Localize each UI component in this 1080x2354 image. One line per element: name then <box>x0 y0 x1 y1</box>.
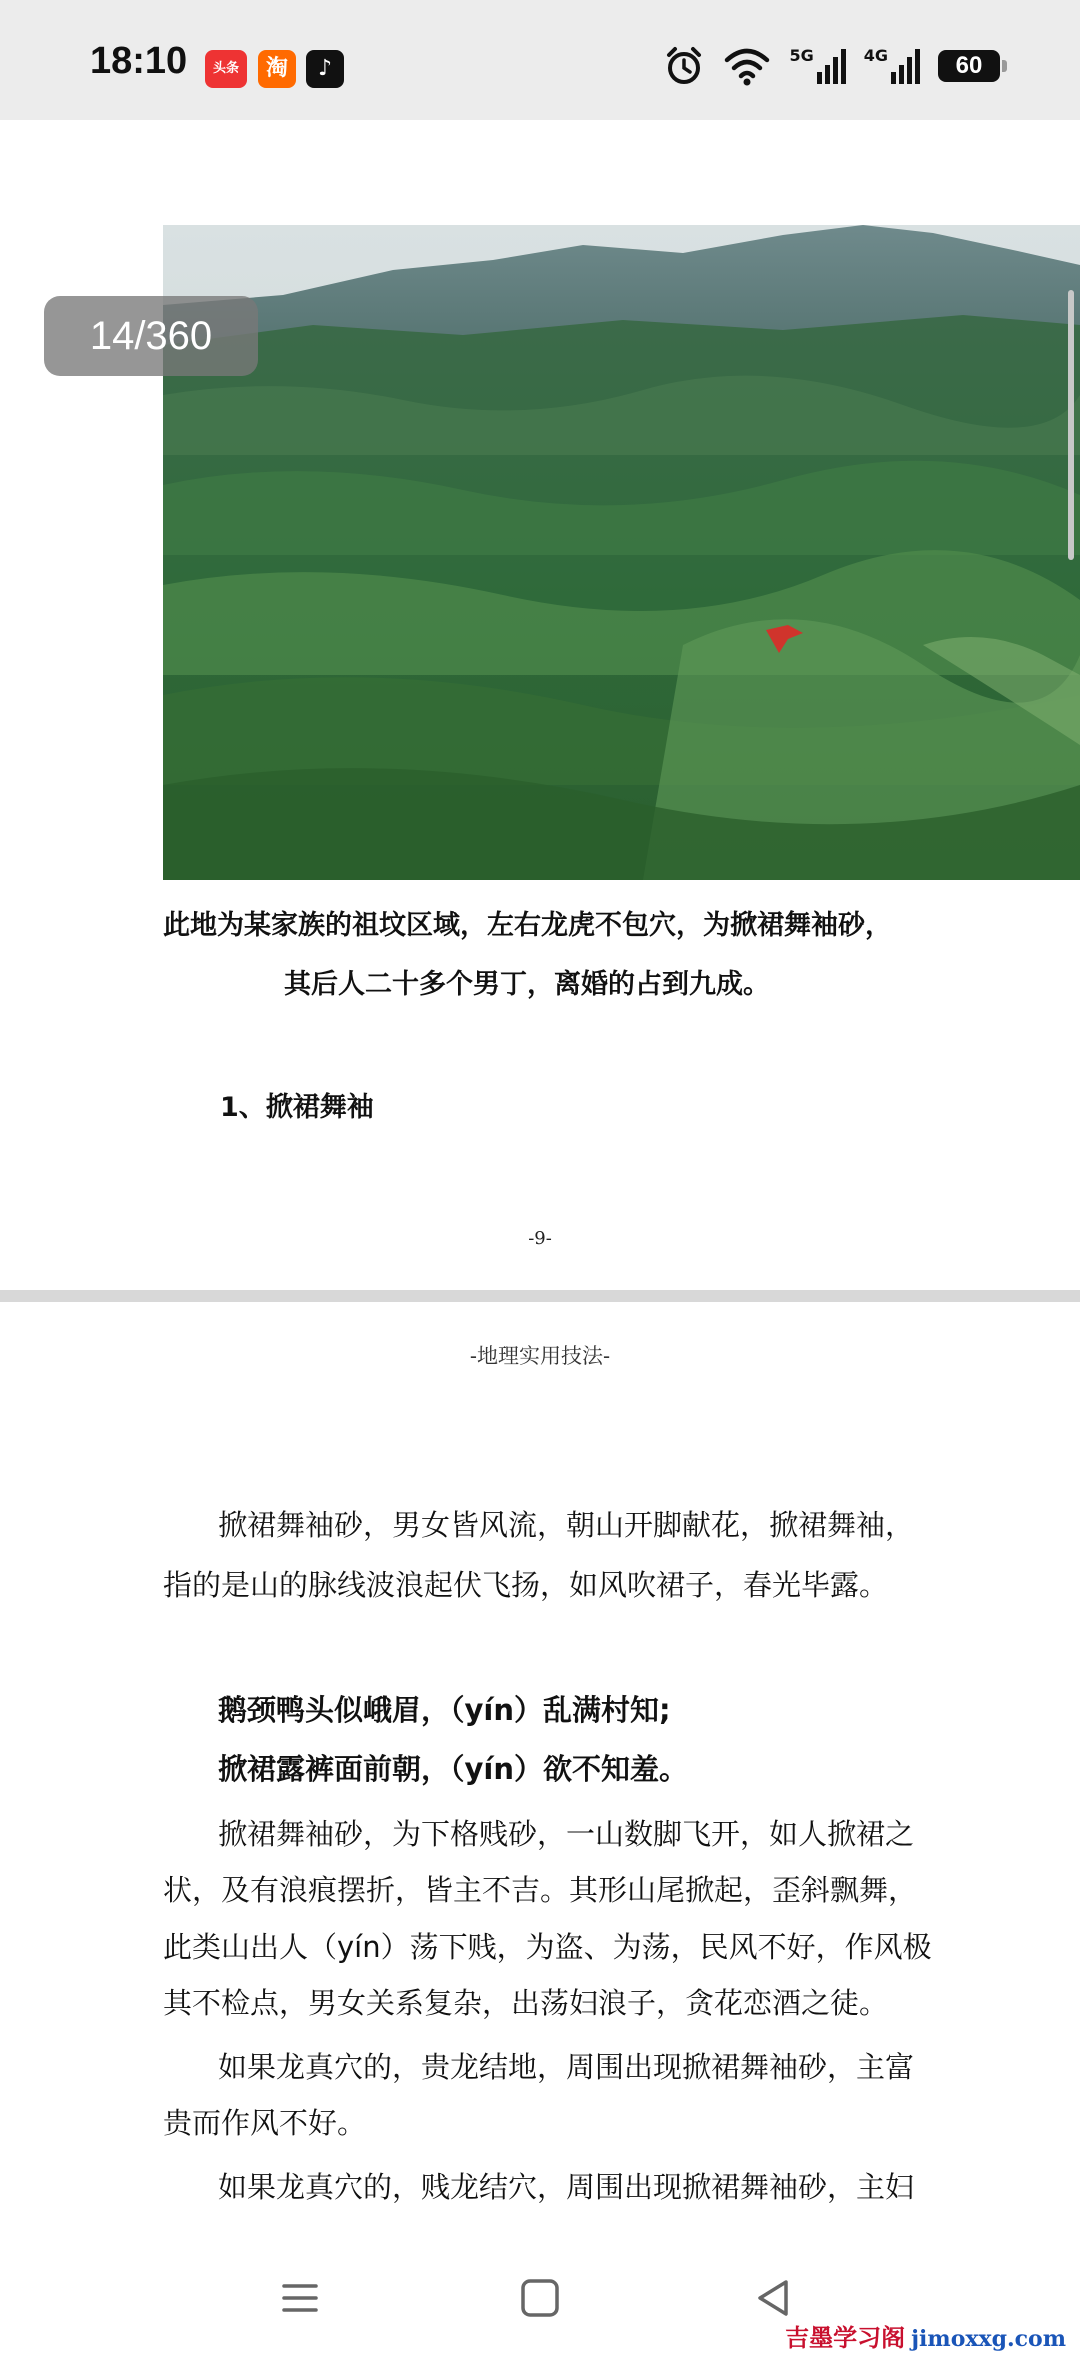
taobao-icon: 淘 <box>258 50 296 88</box>
battery-icon: 60 <box>938 50 1000 82</box>
page-number: -9- <box>528 1228 552 1249</box>
paragraph-line: 如果龙真穴的，贱龙结穴，周围出现掀裙舞袖砂，主妇 <box>218 2170 915 2204</box>
signal-4g-icon <box>864 46 920 86</box>
landscape-photo <box>163 225 1080 880</box>
photo-caption-line-2: 其后人二十多个男丁，离婚的占到九成。 <box>284 969 770 1000</box>
paragraph-line: 状，及有浪痕摆折，皆主不吉。其形山尾掀起，歪斜飘舞， <box>163 1873 918 1907</box>
page-divider <box>0 1290 1080 1302</box>
paragraph-line: 如果龙真穴的，贵龙结地，周围出现掀裙舞袖砂，主富 <box>218 2050 915 2084</box>
signal-5g-icon <box>789 46 845 86</box>
status-icons <box>663 44 1000 88</box>
toutiao-icon: 头条 <box>205 50 247 88</box>
page-counter-badge: 14/360 <box>44 296 258 376</box>
photo-caption-line-1: 此地为某家族的祖坟区域，左右龙虎不包穴，为掀裙舞袖砂， <box>163 910 892 941</box>
status-bar <box>0 0 1080 120</box>
signal-5g-label: 5G <box>789 46 814 65</box>
paragraph-line: 掀裙舞袖砂，男女皆风流，朝山开脚献花，掀裙舞袖， <box>218 1508 915 1542</box>
running-header: -地理实用技法- <box>469 1344 611 1368</box>
watermark-url: jimoxxg.com <box>911 2326 1066 2352</box>
alarm-icon <box>663 46 705 86</box>
menu-icon[interactable] <box>272 2270 328 2326</box>
section-heading: 1、掀裙舞袖 <box>220 1092 374 1123</box>
signal-4g-label: 4G <box>863 46 888 65</box>
paragraph-line: 其不检点，男女关系复杂，出荡妇浪子，贪花恋酒之徒。 <box>163 1986 889 2020</box>
clock: 18:10 <box>90 40 188 82</box>
scrollbar-thumb[interactable] <box>1068 290 1074 560</box>
paragraph-line: 此类山出人（yín）荡下贱，为盗、为荡，民风不好，作风极 <box>163 1930 932 1964</box>
paragraph-line: 贵而作风不好。 <box>163 2106 367 2140</box>
verse-line: 掀裙露裤面前朝，（yín）欲不知羞。 <box>218 1752 688 1786</box>
paragraph-line: 指的是山的脉线波浪起伏飞扬，如风吹裙子，春光毕露。 <box>163 1568 889 1602</box>
watermark <box>785 2318 1066 2353</box>
wifi-icon <box>723 46 771 86</box>
verse-line: 鹅颈鸭头似峨眉，（yín）乱满村知; <box>218 1693 671 1727</box>
douyin-icon: ♪ <box>306 50 344 88</box>
home-icon[interactable] <box>512 2270 568 2326</box>
paragraph-line: 掀裙舞袖砂，为下格贱砂，一山数脚飞开，如人掀裙之 <box>218 1817 915 1851</box>
watermark-cn: 吉墨学习阁 <box>785 2323 906 2352</box>
